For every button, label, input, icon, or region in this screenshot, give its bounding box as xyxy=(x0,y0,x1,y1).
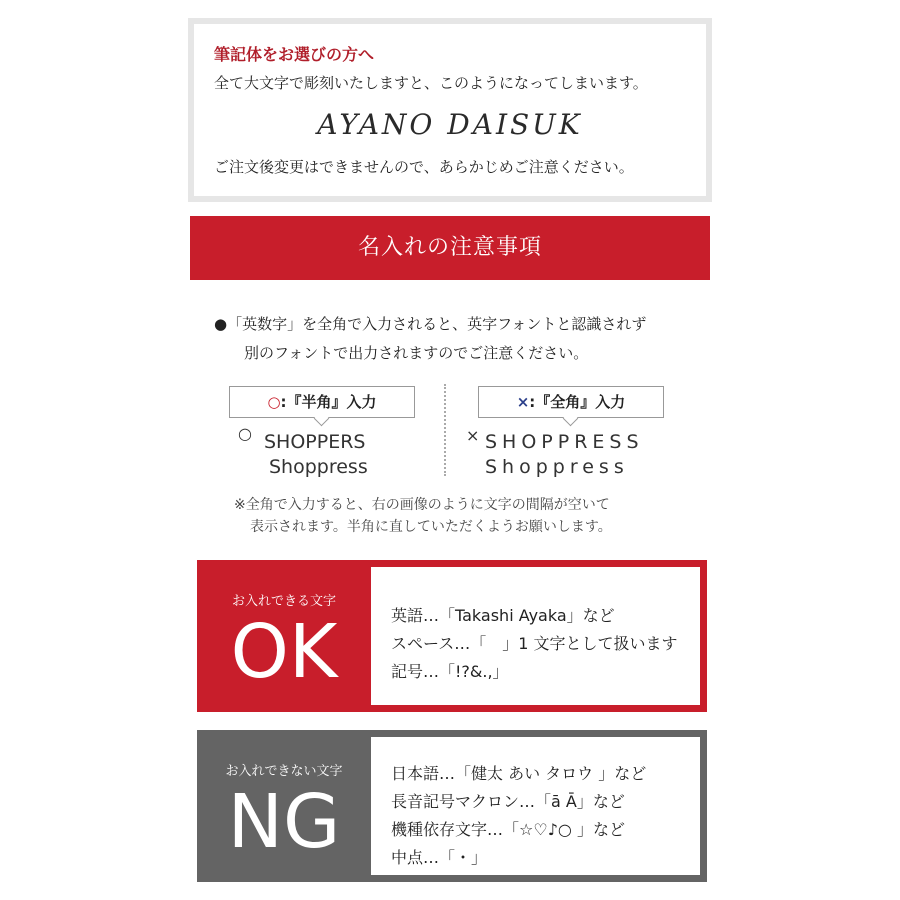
ng-label: NG xyxy=(227,779,341,865)
allowed-symbols-line: 記号…「!?&.,」 xyxy=(391,662,509,681)
cursive-notice-text: 全て大文字で彫刻いたしますと、このようになってしまいます。 xyxy=(214,74,648,92)
halfwidth-input-label: :『半角』入力 xyxy=(280,393,377,411)
allowed-details-panel xyxy=(371,567,700,705)
spacing-note-line2: 表示されます。半角に直していただくようお願いします。 xyxy=(250,519,612,535)
halfwidth-input-tag xyxy=(229,386,415,418)
allowed-characters-box xyxy=(197,560,707,712)
comparison-divider xyxy=(444,384,446,476)
ng-cross-icon: × xyxy=(516,393,530,411)
allowed-english-line: 英語…「Takashi Ayaka」など xyxy=(391,606,615,625)
fullwidth-sample-lower: Shoppress xyxy=(485,456,629,478)
engraving-notes-banner: 名入れの注意事項 xyxy=(190,216,710,280)
disallowed-details-panel xyxy=(371,737,700,875)
ng-sample-marker-icon: × xyxy=(466,426,480,445)
cursive-notice-title: 筆記体をお選びの方へ xyxy=(214,45,375,64)
fullwidth-caution-line2: 別のフォントで出力されますのでご注意ください。 xyxy=(244,344,589,362)
disallowed-label-panel xyxy=(197,730,371,882)
cursive-capitals-sample: AYANO DAISUK xyxy=(317,108,583,141)
fullwidth-sample-upper: SHOPPRESS xyxy=(485,431,644,453)
fullwidth-input-tag xyxy=(478,386,664,418)
disallowed-middle-dot-line: 中点…「・」 xyxy=(391,848,488,867)
cursive-notice-warning: ご注文後変更はできませんので、あらかじめご注意ください。 xyxy=(214,158,634,176)
spacing-note-line1: ※全角で入力すると、右の画像のように文字の間隔が空いて xyxy=(234,497,610,513)
disallowed-macron-line: 長音記号マクロン…「ā Ā」など xyxy=(391,792,625,811)
halfwidth-sample-upper: SHOPPERS xyxy=(264,431,366,453)
allowed-caption: お入れできる文字 xyxy=(231,594,336,609)
fullwidth-input-label: :『全角』入力 xyxy=(529,393,626,411)
disallowed-caption: お入れできない文字 xyxy=(225,764,343,779)
halfwidth-sample-lower: Shoppress xyxy=(269,456,368,478)
fullwidth-caution-line1: ●「英数字」を全角で入力されると、英字フォントと認識されず xyxy=(214,315,647,333)
ok-circle-icon: ○ xyxy=(267,393,281,411)
ok-sample-marker-icon: ○ xyxy=(238,424,252,443)
disallowed-japanese-line: 日本語…「健太 あい タロウ 」など xyxy=(391,764,647,783)
cursive-notice-box xyxy=(188,18,712,202)
allowed-label-panel xyxy=(197,560,371,712)
allowed-space-line: スペース…「 」1 文字として扱います xyxy=(391,634,678,653)
ok-label: OK xyxy=(230,609,338,695)
disallowed-device-chars-line: 機種依存文字…「☆♡♪○ 」など xyxy=(391,820,625,839)
disallowed-characters-box xyxy=(197,730,707,882)
